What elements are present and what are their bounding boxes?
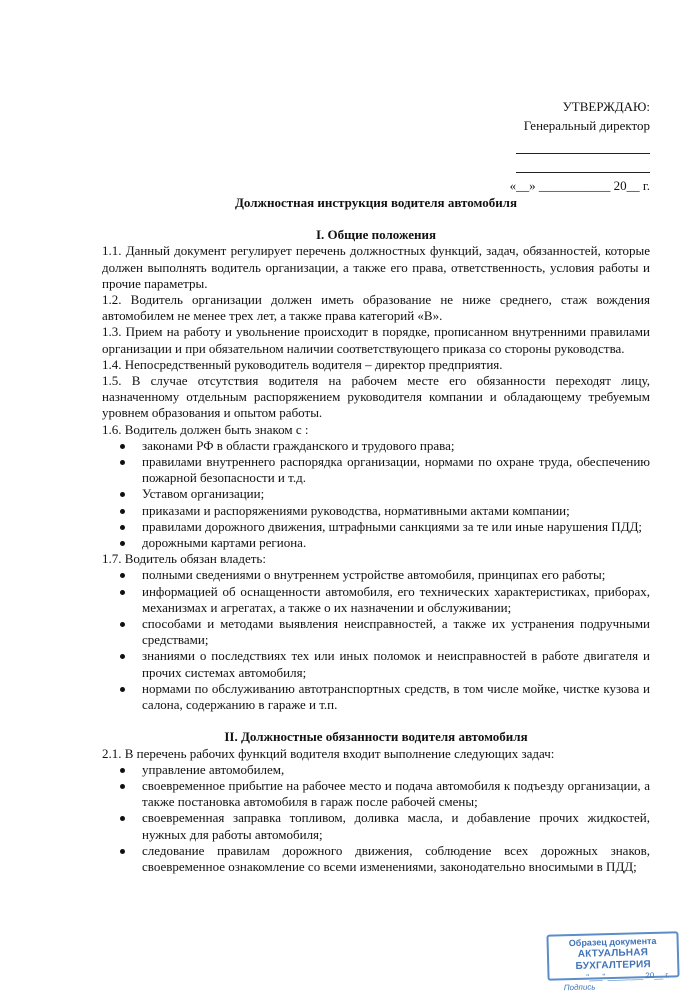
list-item (102, 438, 650, 454)
document-body (102, 195, 650, 875)
stamp-line-3: "___" ________ 20__ г. (586, 970, 670, 982)
stamp-line-4: Подпись (563, 982, 596, 993)
list-item-text: законами РФ в области гражданского и трудового права; (142, 437, 455, 453)
section-title: I. Общие положения (316, 227, 436, 243)
list-item-text: знаниями о последствиях тех или иных поломок и неисправностей в работе двигателя и прочих системах автомобиля; (142, 648, 650, 680)
bullet-list (102, 762, 650, 875)
approval-block (480, 97, 650, 195)
sample-stamp (546, 931, 679, 993)
list-item (102, 519, 650, 535)
signature-line (516, 135, 650, 154)
list-item-text: правилами дорожного движения, штрафными санкциями за те или иные нарушения ПДД; (142, 518, 643, 534)
bullet-icon (120, 784, 125, 789)
list-item (102, 486, 650, 502)
paragraph: 1.5. В случае отсутствия водителя на рабочем месте его обязанности переходят лицу, назначенному отдельным распоряжением руководителя компании и обладающему требуемым уровнем образования и опытом работы. (102, 373, 650, 421)
list-item-text: правилами внутреннего распорядка организации, нормами по охране труда, обеспечению пожарной безопасности и т.д. (142, 454, 650, 486)
bullet-icon (120, 590, 125, 595)
list-item-text: информацией об оснащенности автомобиля, его технических характеристиках, приборах, механизмах и агрегатах, а также о их назначении и обслуживании; (142, 583, 650, 615)
paragraph: 1.4. Непосредственный руководитель водителя – директор предприятия. (102, 356, 503, 372)
list-item (102, 454, 650, 486)
list-item (102, 535, 650, 551)
list-item (102, 503, 650, 519)
list-item (102, 616, 650, 648)
list-item (102, 584, 650, 616)
list-item (102, 778, 650, 810)
bullet-list (102, 567, 650, 713)
list-item (102, 762, 650, 778)
list-item (102, 681, 650, 713)
list-item-text: приказами и распоряжениями руководства, нормативными актами компании; (142, 502, 570, 518)
list-item (102, 843, 650, 875)
approval-title: УТВЕРЖДАЮ: (562, 99, 650, 114)
list-item-text: Уставом организации; (142, 486, 265, 502)
bullet-icon (120, 573, 125, 578)
approval-date: «__» ___________ 20__ г. (509, 178, 650, 193)
bullet-icon (120, 492, 125, 497)
approval-position: Генеральный директор (523, 118, 650, 133)
bullet-icon (120, 622, 125, 627)
list-item-text: способами и методами выявления неисправностей, а также их устранения подручными средствами; (142, 616, 650, 648)
bullet-icon (120, 541, 125, 546)
stamp-line-2: АКТУАЛЬНАЯ БУХГАЛТЕРИЯ (575, 947, 652, 972)
list-item-text: нормами по обслуживанию автотранспортных средств, в том числе мойке, чистке кузова и салона, содержанию в гараже и т.п. (142, 680, 650, 713)
bullet-icon (120, 849, 125, 854)
sections-container (102, 227, 650, 875)
bullet-list (102, 438, 650, 551)
bullet-icon (120, 509, 125, 514)
stamp-line-1: Образец документа (568, 935, 657, 949)
list-item (102, 567, 650, 583)
bullet-icon (120, 444, 125, 449)
paragraph: 1.3. Прием на работу и увольнение происходит в порядке, прописанном внутренними правилами организации и при обязательном наличии соответствующего приказа со стороны руководства. (102, 324, 650, 356)
document-title: Должностная инструкция водителя автомобиля (234, 195, 518, 210)
list-item (102, 648, 650, 680)
bullet-icon (120, 687, 125, 692)
bullet-icon (120, 460, 125, 465)
list-item-text: дорожными картами региона. (142, 535, 307, 551)
list-item-text: следование правилам дорожного движения, соблюдение всех дорожных знаков, своевременное ознакомление со всеми изменениями, законодательно вносимыми в ПДД; (142, 842, 650, 874)
bullet-icon (120, 525, 125, 530)
paragraph: 1.2. Водитель организации должен иметь образование не ниже среднего, стаж вождения автомобилем не менее трех лет, а также права категорий «В». (102, 292, 650, 324)
bullet-icon (120, 768, 125, 773)
section-title: II. Должностные обязанности водителя автомобиля (224, 729, 528, 745)
list-item-text: полными сведениями о внутреннем устройстве автомобиля, принципах его работы; (142, 567, 606, 583)
name-line (516, 154, 650, 173)
list-item-text: своевременное прибытие на рабочее место и подача автомобиля к подъезду организации, а также постановка автомобиля в гараж после рабочей смены; (142, 777, 650, 810)
bullet-icon (120, 816, 125, 821)
list-item-text: управление автомобилем, (142, 761, 285, 777)
paragraph: 1.1. Данный документ регулирует перечень должностных функций, задач, обязанностей, которые должен выполнять водитель организации, а также его права, ответственность, условия работы и прочие параметры. (102, 243, 650, 291)
paragraph: 2.1. В перечень рабочих функций водителя входит выполнение следующих задач: (102, 745, 555, 761)
list-item-text: своевременная заправка топливом, доливка масла, и добавление прочих жидкостей, нужных для работы автомобиля; (142, 810, 650, 842)
bullet-icon (120, 654, 125, 659)
paragraph: 1.7. Водитель обязан владеть: (102, 551, 266, 567)
paragraph: 1.6. Водитель должен быть знаком с : (102, 421, 309, 437)
list-item (102, 810, 650, 842)
